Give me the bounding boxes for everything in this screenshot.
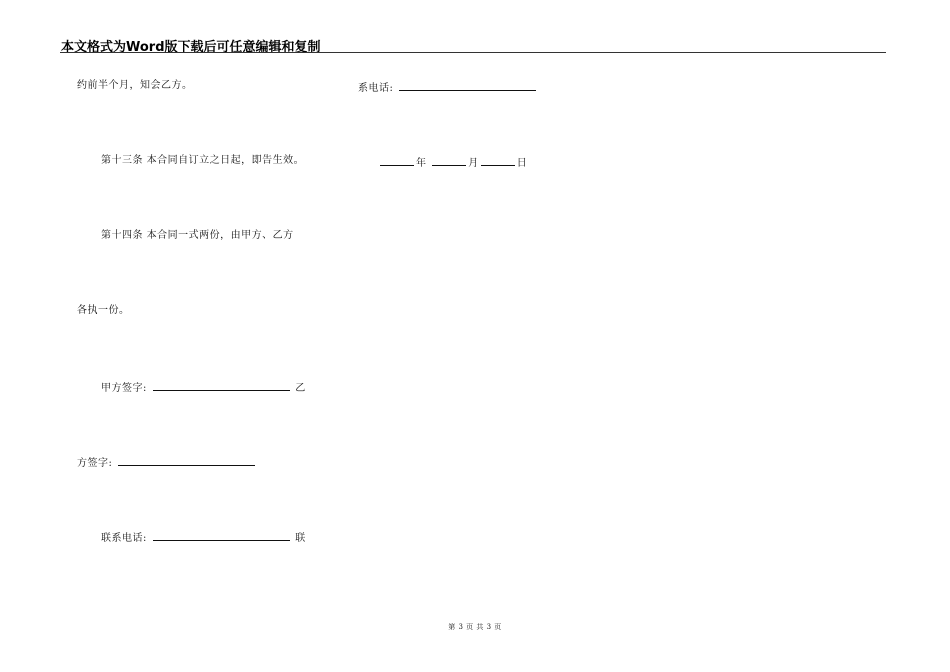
party-b-label-start: 乙 [295, 383, 306, 394]
month-blank[interactable] [432, 155, 466, 166]
year-blank[interactable] [380, 155, 414, 166]
party-b-signature-label: 方签字: [77, 458, 113, 469]
contact-label-start: 联 [295, 533, 306, 544]
contact-phone-label: 联系电话: [101, 533, 147, 544]
party-a-signature-label: 甲方签字: [101, 383, 147, 394]
day-label: 日 [516, 158, 528, 169]
contact-phone-line [101, 530, 306, 545]
party-b-signature-blank[interactable] [118, 455, 255, 466]
contact-phone-blank[interactable] [153, 530, 290, 541]
day-blank[interactable] [481, 155, 515, 166]
year-label: 年 [416, 158, 427, 169]
page-number-footer: 第 3 页 共 3 页 [448, 623, 502, 631]
party-b-signature-line [77, 455, 257, 470]
paragraph-each-holds-one: 各执一份。 [77, 305, 130, 316]
right-phone-line [358, 80, 538, 95]
right-phone-label: 系电话: [358, 83, 394, 94]
party-a-signature-blank[interactable] [153, 380, 290, 391]
party-a-signature-line [101, 380, 306, 395]
right-phone-blank[interactable] [399, 80, 536, 91]
paragraph-article-13: 第十三条 本合同自订立之日起，即告生效。 [101, 155, 305, 166]
header-divider [60, 52, 886, 53]
paragraph-article-14: 第十四条 本合同一式两份，由甲方、乙方 [101, 230, 294, 241]
document-header-title: 本文格式为Word版下载后可任意编辑和复制 [61, 40, 321, 55]
date-line [380, 155, 527, 170]
month-label: 月 [468, 158, 479, 169]
paragraph-notice-period: 约前半个月，知会乙方。 [77, 80, 193, 91]
